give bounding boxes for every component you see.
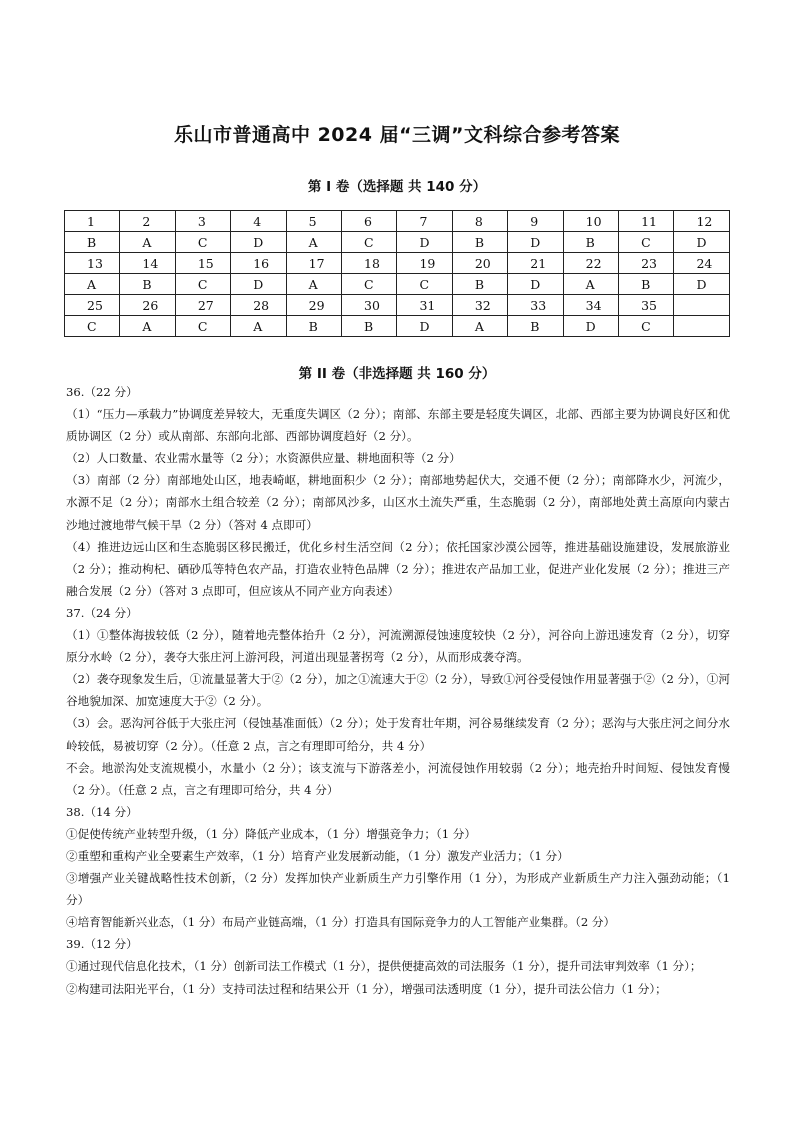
- answer-cell: D: [563, 316, 618, 337]
- question-number-cell: 16: [231, 253, 286, 274]
- answer-cell: A: [120, 316, 175, 337]
- answer-cell: B: [619, 274, 674, 295]
- question-number-cell: 17: [286, 253, 341, 274]
- question-number-cell: 20: [452, 253, 507, 274]
- answer-cell: C: [65, 316, 120, 337]
- question-number-cell: 13: [65, 253, 120, 274]
- question-number-cell: 5: [286, 211, 341, 232]
- answer-paragraph: ④培育智能新兴业态，（1 分）布局产业链高端，（1 分）打造具有国际竞争力的人工智能产业集群。（2 分）: [66, 915, 616, 930]
- answer-cell: B: [120, 274, 175, 295]
- answer-cell: A: [120, 232, 175, 253]
- answer-paragraph: （1）“压力—承载力”协调度差异较大，无重度失调区（2 分）；南部、东部主要是轻度失调区，北部、西部主要为协调良好区和优质协调区（2 分）或从南部、东部向北部、西部协调度趋好（2 分）。: [66, 407, 730, 444]
- question-number-cell: 3: [175, 211, 230, 232]
- answer-cell: C: [397, 274, 452, 295]
- question-number-cell: 35: [619, 295, 674, 316]
- question-number-cell: 30: [342, 295, 397, 316]
- question-number-cell: 32: [452, 295, 507, 316]
- question-number-cell: 12: [674, 211, 730, 232]
- answer-cell: A: [65, 274, 120, 295]
- question-number-cell: 24: [674, 253, 730, 274]
- question-number-cell: 34: [563, 295, 618, 316]
- question-number-cell: 19: [397, 253, 452, 274]
- answer-cell: A: [286, 274, 341, 295]
- answer-row: [65, 274, 730, 295]
- question-number-cell: 2: [120, 211, 175, 232]
- answer-cell: A: [231, 316, 286, 337]
- answer-cell: D: [231, 274, 286, 295]
- answer-cell: D: [397, 232, 452, 253]
- answer-paragraph: 37.（24 分）: [66, 605, 138, 620]
- answer-cell: D: [674, 232, 730, 253]
- answer-cell: B: [452, 274, 507, 295]
- question-number-cell: 21: [508, 253, 563, 274]
- answer-cell: D: [231, 232, 286, 253]
- document-title: 乐山市普通高中 2024 届“三调”文科综合参考答案: [173, 124, 621, 146]
- question-number-cell: 26: [120, 295, 175, 316]
- question-number-cell: 4: [231, 211, 286, 232]
- answer-paragraph: 不会。地淤沟处支流规模小，水量小（2 分）；该支流与下游落差小，河流侵蚀作用较弱（2 分）；地壳抬升时间短、侵蚀发育慢（2 分）。（任意 2 点，言之有理即可给分，共 4 分）: [66, 760, 730, 797]
- answer-cell: C: [175, 232, 230, 253]
- question-number-cell: 27: [175, 295, 230, 316]
- question-number-cell: 6: [342, 211, 397, 232]
- answer-cell: A: [452, 316, 507, 337]
- part2-heading: 第 II 卷（非选择题 共 160 分）: [298, 366, 496, 382]
- answer-cell: B: [342, 316, 397, 337]
- question-number-row: [65, 211, 730, 232]
- answer-cell: C: [342, 274, 397, 295]
- question-number-row: [65, 295, 730, 316]
- answer-paragraph: （3）会。恶沟河谷低于大张庄河（侵蚀基准面低）（2 分）；处于发育壮年期，河谷易继续发育（2 分）；恶沟与大张庄河之间分水岭较低，易被切穿（2 分）。（任意 2 点，言之有理即可给分，共 4 分）: [66, 716, 730, 753]
- answer-paragraph: （2）人口数量、农业需水量等（2 分）；水资源供应量、耕地面积等（2 分）: [66, 451, 461, 466]
- answer-paragraph: （2）袭夺现象发生后，①流量显著大于②（2 分），加之①流速大于②（2 分），导致①河谷受侵蚀作用显著强于②（2 分），①河谷地貌加深、加宽速度大于②（2 分）。: [66, 672, 730, 709]
- answer-paragraph: ②构建司法阳光平台，（1 分）支持司法过程和结果公开（1 分），增强司法透明度（1 分），提升司法公信力（1 分）；: [66, 981, 667, 996]
- answer-cell: D: [508, 232, 563, 253]
- question-number-cell: 11: [619, 211, 674, 232]
- answer-paragraph: 36.（22 分）: [66, 385, 138, 399]
- answer-cell: B: [65, 232, 120, 253]
- question-number-cell: 28: [231, 295, 286, 316]
- question-number-cell: 14: [120, 253, 175, 274]
- question-number-cell: 9: [508, 211, 563, 232]
- question-number-cell: 31: [397, 295, 452, 316]
- answer-paragraph: 39.（12 分）: [66, 937, 138, 952]
- answer-cell: D: [508, 274, 563, 295]
- answer-paragraph: （3）南部（2 分）南部地处山区，地表崎岖，耕地面积少（2 分）；南部地势起伏大，交通不便（2 分）；南部降水少，河流少，水源不足（2 分）；南部水土组合较差（2 分）；南部风沙多，山区水土流失严重，生态脆弱（2 分），南部地处黄土高原向内蒙古沙地过渡地带气候干旱（2 分）（答对 4 点即可）: [66, 473, 730, 532]
- answer-cell: A: [563, 274, 618, 295]
- answer-cell: [674, 316, 730, 337]
- question-number-cell: 8: [452, 211, 507, 232]
- answer-paragraph: 38.（14 分）: [66, 804, 138, 819]
- question-number-cell: 22: [563, 253, 618, 274]
- answer-cell: B: [452, 232, 507, 253]
- answer-table: [64, 210, 730, 337]
- answer-cell: C: [619, 316, 674, 337]
- question-number-cell: 23: [619, 253, 674, 274]
- answer-body: [66, 381, 730, 1000]
- question-number-cell: 33: [508, 295, 563, 316]
- answer-cell: B: [286, 316, 341, 337]
- question-number-cell: 29: [286, 295, 341, 316]
- question-number-row: [65, 253, 730, 274]
- answer-paragraph: （4）推进边远山区和生态脆弱区移民搬迁，优化乡村生活空间（2 分）；依托国家沙漠公园等，推进基础设施建设，发展旅游业（2 分）；推动枸杞、硒砂瓜等特色农产品，打造农业特色品牌（2 分）；推进农产品加工业，促进产业化发展（2 分）；推进三产融合发展（2 分）（答对 3 点即可，但应该从不同产业方向表述）: [66, 539, 730, 598]
- answer-cell: A: [286, 232, 341, 253]
- question-number-cell: 10: [563, 211, 618, 232]
- question-number-cell: 7: [397, 211, 452, 232]
- answer-paragraph: ①促使传统产业转型升级，（1 分）降低产业成本，（1 分）增强竞争力；（1 分）: [66, 826, 476, 841]
- question-number-cell: 1: [65, 211, 120, 232]
- answer-cell: C: [175, 316, 230, 337]
- answer-cell: B: [508, 316, 563, 337]
- question-number-cell: 18: [342, 253, 397, 274]
- question-number-cell: [674, 295, 730, 316]
- answer-cell: C: [619, 232, 674, 253]
- answer-paragraph: ①通过现代信息化技术，（1 分）创新司法工作模式（1 分），提供便捷高效的司法服务（1 分），提升司法审判效率（1 分）；: [66, 959, 702, 974]
- answer-row: [65, 316, 730, 337]
- question-number-cell: 15: [175, 253, 230, 274]
- answer-paragraph: ③增强产业关键战略性技术创新，（2 分）发挥加快产业新质生产力引擎作用（1 分），为形成产业新质生产力注入强劲动能；（1 分）: [66, 871, 730, 908]
- answer-paragraph: （1）①整体海拔较低（2 分），随着地壳整体抬升（2 分），河流溯源侵蚀速度较快（2 分），河谷向上游迅速发育（2 分），切穿原分水岭（2 分），袭夺大张庄河上游河段，河道出现显著拐弯（2 分），从而形成袭夺湾。: [66, 628, 730, 665]
- question-number-cell: 25: [65, 295, 120, 316]
- part1-heading: 第 I 卷（选择题 共 140 分）: [307, 179, 487, 195]
- answer-cell: C: [342, 232, 397, 253]
- answer-cell: D: [674, 274, 730, 295]
- answer-row: [65, 232, 730, 253]
- answer-paragraph: ②重塑和重构产业全要素生产效率，（1 分）培育产业发展新动能，（1 分）激发产业活力；（1 分）: [66, 848, 569, 863]
- answer-cell: D: [397, 316, 452, 337]
- answer-cell: C: [175, 274, 230, 295]
- answer-cell: B: [563, 232, 618, 253]
